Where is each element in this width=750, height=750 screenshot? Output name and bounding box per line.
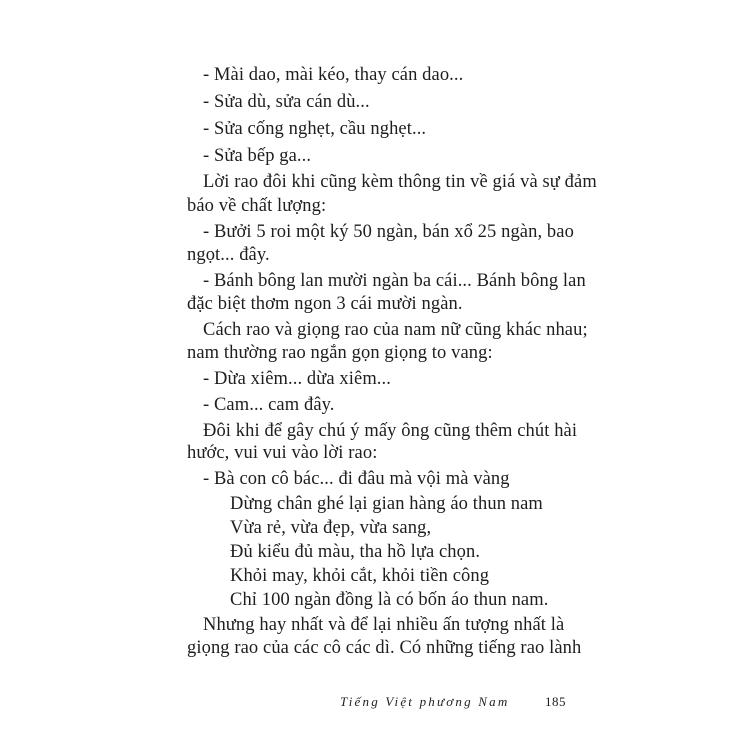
running-footer [340,694,566,710]
text-line: Cách rao và giọng rao của nam nữ cũng khác nhau; [203,320,588,340]
text-line: - Sửa dù, sửa cán dù... [203,92,370,112]
text-line: Nhưng hay nhất và để lại nhiều ấn tượng nhất là [203,615,565,635]
text-line: - Cam... cam đây. [203,395,335,415]
text-line: - Sửa bếp ga... [203,146,312,166]
text-line: ngọt... đây. [187,245,270,265]
text-line: giọng rao của các cô các dì. Có những tiếng rao lành [187,638,582,658]
book-title: Tiếng Việt phương Nam [340,694,510,709]
text-line: - Bánh bông lan mười ngàn ba cái... Bánh bông lan [203,271,586,291]
text-line: Dừng chân ghé lại gian hàng áo thun nam [230,494,543,514]
text-line: Đủ kiểu đủ màu, tha hồ lựa chọn. [230,542,481,562]
text-line: - Mài dao, mài kéo, thay cán dao... [203,65,464,85]
page-number: 185 [545,694,566,709]
text-line: Lời rao đôi khi cũng kèm thông tin về giá và sự đảm [203,172,597,192]
text-line: - Sửa cống nghẹt, cầu nghẹt... [203,119,427,139]
text-line: Khỏi may, khỏi cắt, khỏi tiền công [230,566,490,586]
text-line: - Dừa xiêm... dừa xiêm... [203,369,391,389]
text-line: báo về chất lượng: [187,196,327,216]
text-line: nam thường rao ngắn gọn giọng to vang: [187,343,493,363]
text-line: hước, vui vui vào lời rao: [187,443,378,463]
text-line: Vừa rẻ, vừa đẹp, vừa sang, [230,518,432,538]
text-line: đặc biệt thơm ngon 3 cái mười ngàn. [187,294,463,314]
text-line: Đôi khi để gây chú ý mấy ông cũng thêm chút hài [203,421,578,441]
text-line: - Bưởi 5 roi một ký 50 ngàn, bán xổ 25 ngàn, bao [203,222,574,242]
text-line: Chỉ 100 ngàn đồng là có bốn áo thun nam. [230,590,549,610]
text-line: - Bà con cô bác... đi đâu mà vội mà vàng [203,469,510,489]
